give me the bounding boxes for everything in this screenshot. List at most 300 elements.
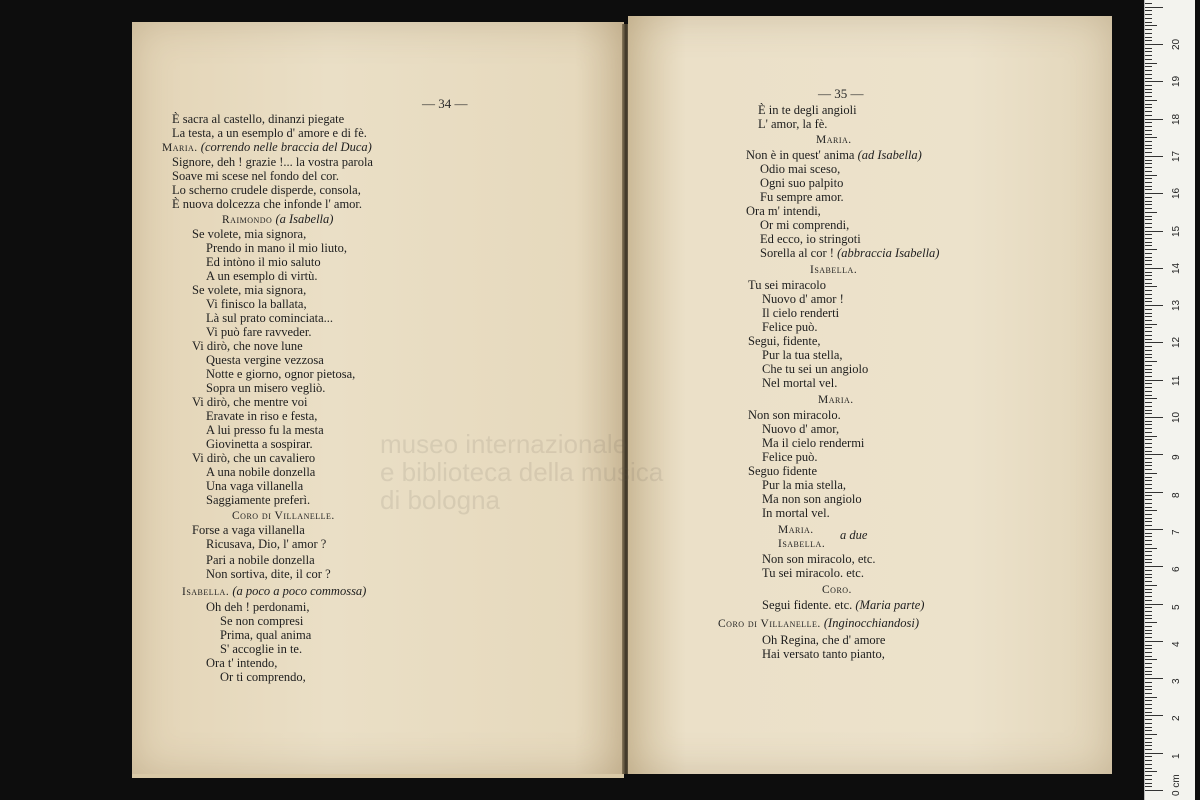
verse-text: Se volete, mia signora, [192,283,307,297]
ruler-tick [1145,559,1152,560]
ruler-tick [1145,89,1152,90]
left-line [206,567,331,581]
ruler-tick [1145,298,1152,299]
ruler-tick [1145,163,1152,164]
left-line [172,183,361,197]
ruler-tick [1145,633,1152,634]
ruler-tick [1145,499,1152,500]
verse-text: È nuova dolcezza che infonde l' amor. [172,197,363,211]
ruler-tick [1145,74,1152,75]
ruler-tick [1145,55,1152,56]
ruler-tick [1145,186,1152,187]
ruler-tick [1145,540,1152,541]
ruler-tick [1145,126,1152,127]
ruler-tick [1145,111,1152,112]
ruler-tick [1145,33,1152,34]
ruler-tick [1145,383,1152,384]
ruler-tick [1145,223,1152,224]
ruler-tick [1145,428,1152,429]
verse-text: Vi dirò, che un cavaliero [192,451,316,465]
ruler-tick [1145,734,1157,735]
ruler-tick [1145,596,1152,597]
ruler-tick [1145,697,1157,698]
ruler-label: 20 [1171,38,1182,50]
ruler-tick [1145,156,1163,157]
ruler-tick [1145,454,1163,455]
ruler-tick [1145,723,1152,724]
ruler-tick [1145,589,1152,590]
verse-text: Forse a vaga villanella [192,523,305,537]
ruler-tick [1145,469,1152,470]
verse-text: Odio mai sceso, [760,162,841,176]
verse-text: Sorella al cor ! [760,246,834,260]
ruler-tick [1145,562,1152,563]
verse-text: Ed ecco, io stringoti [760,232,861,246]
ruler-tick [1145,231,1163,232]
right-line [760,176,843,190]
ruler-tick [1145,391,1152,392]
left-line [206,409,317,423]
verse-text: A una nobile donzella [206,465,316,479]
right-line [746,148,922,162]
ruler-tick [1145,686,1152,687]
ruler-label: 12 [1171,337,1182,349]
ruler-tick [1145,645,1152,646]
ruler-tick [1145,615,1152,616]
ruler-tick [1145,436,1157,437]
ruler-tick [1145,204,1152,205]
watermark-line-2: e biblioteca della musica [380,457,664,487]
ruler-tick [1145,689,1152,690]
page-number-left: — 34 — [422,96,468,111]
right-line [762,422,839,436]
verse-text: Pur la tua stella, [762,348,843,362]
ruler-tick [1145,574,1152,575]
verse-text: Ora t' intendo, [206,656,278,670]
ruler-tick [1145,630,1152,631]
ruler-tick [1145,175,1157,176]
ruler-tick [1145,604,1163,605]
left-line [222,212,333,227]
right-line [762,492,862,506]
right-line [778,522,814,537]
ruler-tick [1145,242,1152,243]
right-line [760,162,840,176]
ruler-tick [1145,783,1152,784]
ruler-tick [1145,618,1152,619]
right-line [748,334,821,348]
right-line [748,278,826,292]
ruler-tick [1145,227,1152,228]
right-line [760,232,861,246]
left-line [206,553,315,567]
left-line [192,395,308,409]
ruler-tick [1145,245,1152,246]
ruler-label: 0 cm [1171,774,1182,796]
speaker-name: Coro di Villanelle. [718,618,821,630]
verse-text: Hai versato tanto pianto, [762,647,885,661]
ruler-tick [1145,682,1152,683]
ruler-tick [1145,693,1152,694]
left-line [182,584,366,599]
ruler-tick [1145,107,1152,108]
ruler-tick [1145,216,1152,217]
verse-text: Prendo in mano il mio liuto, [206,241,347,255]
ruler-tick [1145,626,1152,627]
ruler-label: 3 [1171,678,1182,685]
ruler-tick [1145,727,1152,728]
ruler-tick [1145,488,1152,489]
ruler-tick [1145,398,1157,399]
left-line [206,465,315,479]
right-line [762,292,844,306]
ruler-tick [1145,648,1152,649]
verse-text: Se volete, mia signora, [192,227,307,241]
ruler-tick [1145,104,1152,105]
left-line [192,227,306,241]
ruler-tick [1145,357,1152,358]
left-line [172,169,339,183]
ruler-tick [1145,536,1152,537]
ruler-tick [1145,406,1152,407]
left-line [172,155,373,169]
ruler-tick [1145,667,1152,668]
verse-text: Nuovo d' amor ! [762,292,844,306]
right-line [760,190,844,204]
ruler-tick [1145,309,1152,310]
ruler-tick [1145,81,1163,82]
left-line [172,197,362,211]
stage-direction: (Inginocchiandosi) [820,616,920,630]
ruler-tick [1145,167,1152,168]
right-line [762,306,839,320]
ruler-tick [1145,40,1152,41]
right-line [762,647,885,661]
ruler-tick [1145,212,1157,213]
ruler-tick [1145,533,1152,534]
speaker-name: Isabella. [778,538,826,550]
ruler-tick [1145,555,1152,556]
left-page [132,22,624,778]
verse-text: Una vaga villanella [206,479,304,493]
verse-text: Signore, deh ! grazie !... la vostra parola [172,155,373,169]
ruler-tick [1145,268,1163,269]
ruler-tick [1145,768,1152,769]
ruler-tick [1145,18,1152,19]
speaker-name: Maria. [162,142,198,154]
ruler-tick [1145,637,1152,638]
ruler-label: 6 [1171,566,1182,573]
verse-text: Tu sei miracolo [748,278,827,292]
verse-text: Vi può fare ravveder. [206,325,312,339]
ruler-tick [1145,507,1152,508]
right-line [762,566,864,580]
speaker-name: Isabella. [182,586,230,598]
verse-text: Vi finisco la ballata, [206,297,307,311]
verse-text: È in te degli angioli [758,103,857,117]
left-line [220,642,302,656]
ruler-tick [1145,260,1152,261]
verse-text: Oh deh ! perdonami, [206,600,310,614]
ruler-tick [1145,585,1157,586]
left-line [206,269,317,283]
ruler-label: 9 [1171,454,1182,461]
verse-text: Tu sei miracolo. etc. [762,566,864,580]
left-line [206,537,326,551]
ruler-tick [1145,350,1152,351]
ruler-tick [1145,85,1152,86]
stage-direction: (Maria parte) [852,598,925,612]
ruler-tick [1145,473,1157,474]
verse-text: Ora m' intendi, [746,204,821,218]
ruler-tick [1145,279,1152,280]
verse-text: Prima, qual anima [220,628,312,642]
ruler-tick [1145,119,1163,120]
ruler-label: 18 [1171,113,1182,125]
ruler-tick [1145,745,1152,746]
ruler-tick [1145,130,1152,131]
right-line [810,262,857,277]
ruler-tick [1145,37,1152,38]
verse-text: A un esemplo di virtù. [206,269,318,283]
speaker-name: Raimondo [222,214,273,226]
ruler-tick [1145,3,1152,4]
ruler-tick [1145,115,1152,116]
ruler-tick [1145,22,1152,23]
ruler-tick [1145,712,1152,713]
ruler-tick [1145,44,1163,45]
right-line [760,246,939,260]
right-line [760,218,849,232]
right-line [778,536,825,551]
left-line [192,283,306,297]
ruler-tick [1145,652,1152,653]
speaker-name: Maria. [778,524,814,536]
ruler-label: 17 [1171,150,1182,162]
open-book [128,14,1118,784]
ruler-tick [1145,387,1152,388]
right-line [748,408,841,422]
speaker-name: Maria. [816,134,852,146]
right-line [762,436,864,450]
ruler-tick [1145,514,1152,515]
ruler-tick [1145,760,1152,761]
ruler-tick [1145,48,1152,49]
ruler-tick [1145,749,1152,750]
watermark [380,430,663,514]
ruler-label: 13 [1171,299,1182,312]
ruler-tick [1145,92,1152,93]
right-line [762,362,868,376]
ruler-tick [1145,462,1152,463]
ruler-tick [1145,324,1157,325]
ruler-tick [1145,566,1163,567]
ruler-tick [1145,335,1152,336]
ruler-tick [1145,70,1152,71]
ruler-tick [1145,484,1152,485]
ruler-tick [1145,152,1152,153]
ruler-tick [1145,771,1157,772]
ruler-tick [1145,413,1152,414]
verse-text: Segui, fidente, [748,334,821,348]
ruler-tick [1145,480,1152,481]
verse-text: Saggiamente preferì. [206,493,311,507]
ruler-label: 2 [1171,715,1182,722]
left-line [206,325,311,339]
speaker-name: Isabella. [810,264,858,276]
ruler-tick [1145,708,1152,709]
right-line [762,320,818,334]
verse-text: Non son miracolo. [748,408,841,422]
ruler-tick [1145,197,1152,198]
ruler-tick [1145,674,1152,675]
ruler-label: 5 [1171,603,1182,610]
verse-text: Or mi comprendi, [760,218,850,232]
verse-text: Pari a nobile donzella [206,553,315,567]
left-line [192,339,303,353]
ruler-tick [1145,160,1152,161]
ruler-tick [1145,738,1152,739]
stage-direction: a due [840,528,868,542]
ruler-label: 10 [1171,411,1182,423]
ruler-tick [1145,402,1152,403]
left-line [206,437,313,451]
verse-text: Che tu sei un angiolo [762,362,869,376]
ruler-tick [1145,234,1152,235]
verse-text: Non son miracolo, etc. [762,552,876,566]
ruler-tick [1145,592,1152,593]
ruler-tick [1145,51,1152,52]
ruler-tick [1145,548,1157,549]
ruler-tick [1145,29,1152,30]
left-line [206,493,310,507]
ruler-label: 19 [1171,76,1182,88]
ruler-tick [1145,410,1152,411]
ruler-tick [1145,96,1152,97]
left-line [220,670,306,684]
verse-text: Nel mortal vel. [762,376,838,390]
ruler-label: 11 [1171,375,1182,386]
verse-text: Pur la mia stella, [762,478,847,492]
ruler-tick [1145,339,1152,340]
ruler-tick [1145,59,1152,60]
ruler-tick [1145,361,1157,362]
left-line [206,241,347,255]
ruler-label: 7 [1171,529,1182,535]
ruler-tick [1145,730,1152,731]
speaker-name: Coro di Villanelle. [232,510,335,522]
ruler-tick [1145,171,1152,172]
right-line [816,132,852,147]
ruler-tick [1145,354,1152,355]
verse-text: Felice può. [762,320,818,334]
ruler-tick [1145,622,1157,623]
ruler-tick [1145,700,1152,701]
ruler-tick [1145,764,1152,765]
ruler-tick [1145,25,1157,26]
left-line [206,297,307,311]
right-line [840,528,867,542]
ruler-tick [1145,100,1157,101]
right-line [758,117,827,131]
ruler-tick [1145,365,1152,366]
ruler-tick [1145,432,1152,433]
stage-direction: (abbraccia Isabella) [833,246,940,260]
ruler-tick [1145,178,1152,179]
ruler-tick [1145,570,1152,571]
ruler-tick [1145,465,1152,466]
ruler-label: 4 [1171,641,1182,647]
verse-text: Lo scherno crudele disperde, consola, [172,183,361,197]
ruler-tick [1145,704,1152,705]
ruler-tick [1145,719,1152,720]
right-line [818,392,854,407]
ruler-tick [1145,551,1152,552]
ruler-tick [1145,421,1152,422]
left-line [172,112,344,126]
ruler-tick [1145,663,1152,664]
ruler-tick [1145,219,1152,220]
speaker-name: Maria. [818,394,854,406]
verse-text: Ogni suo palpito [760,176,844,190]
ruler-tick [1145,544,1152,545]
verse-text: Oh Regina, che d' amore [762,633,886,647]
verse-text: Questa vergine vezzosa [206,353,324,367]
ruler-label: 16 [1171,188,1182,200]
right-line [748,464,817,478]
ruler-tick [1145,671,1152,672]
ruler-tick [1145,201,1152,202]
ruler-tick [1145,327,1152,328]
ruler-tick [1145,786,1152,787]
ruler-tick [1145,193,1163,194]
left-line [206,311,333,325]
ruler-tick [1145,424,1152,425]
verse-text: Ma il cielo rendermi [762,436,865,450]
left-line [206,656,277,670]
ruler-tick [1145,611,1152,612]
verse-text: Notte e giorno, ognor pietosa, [206,367,356,381]
left-line [192,451,315,465]
ruler-tick [1145,380,1163,381]
right-line [718,616,919,631]
ruler-tick [1145,678,1163,679]
ruler-tick [1145,316,1152,317]
ruler-tick [1145,775,1152,776]
watermark-line-1: museo internazionale [380,429,628,459]
ruler-tick [1145,600,1152,601]
verse-text: Felice può. [762,450,818,464]
left-line [206,423,324,437]
verse-text: A lui presso fu la mesta [206,423,324,437]
ruler-tick [1145,742,1152,743]
stage-direction: (correndo nelle braccia del Duca) [197,140,372,154]
ruler-tick [1145,779,1152,780]
left-line [206,381,325,395]
ruler-tick [1145,320,1152,321]
ruler-tick [1145,529,1163,530]
right-line [758,103,857,117]
ruler-tick [1145,753,1163,754]
verse-text: L' amor, la fè. [758,117,828,131]
ruler-tick [1145,518,1152,519]
ruler-tick [1145,63,1157,64]
ruler-tick [1145,275,1152,276]
ruler-tick [1145,458,1152,459]
ruler-tick [1145,521,1152,522]
verse-text: Non sortiva, dite, il cor ? [206,567,331,581]
ruler-tick [1145,331,1152,332]
